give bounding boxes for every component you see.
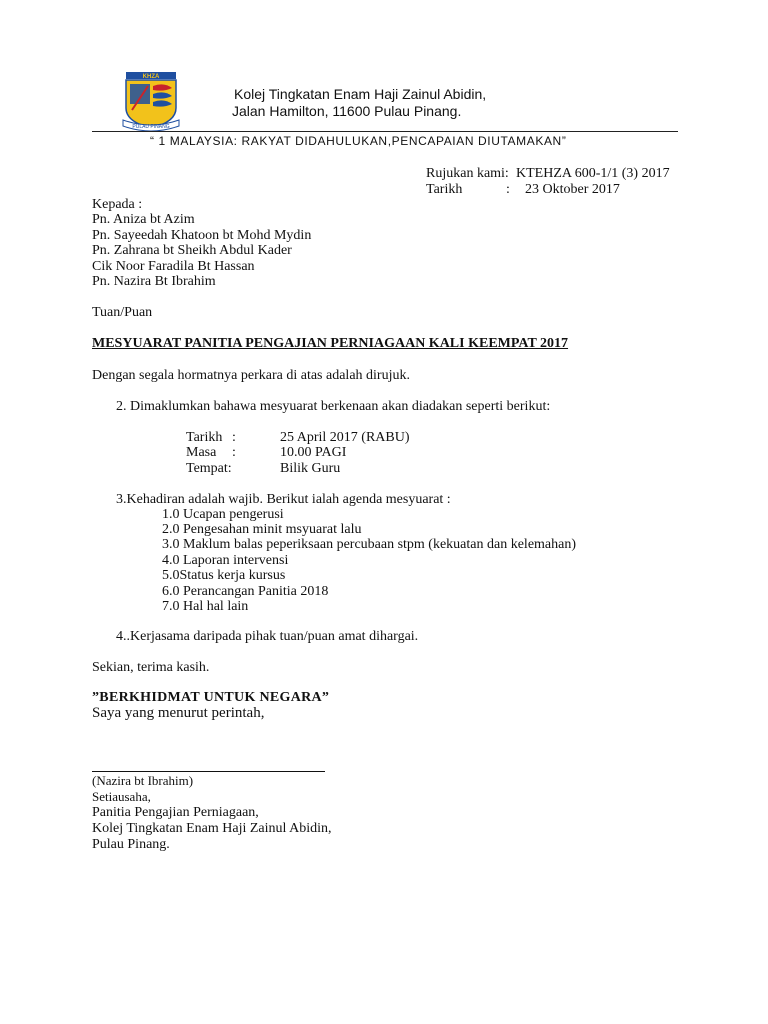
school-crest-logo <box>120 70 182 134</box>
yours-faithfully: Saya yang menurut perintah, <box>92 705 265 721</box>
detail-colon: : <box>232 430 236 445</box>
signatory-organization: Kolej Tingkatan Enam Haji Zainul Abidin, <box>92 821 332 836</box>
paragraph-2: 2. Dimaklumkan bahawa mesyuarat berkenaan akan diadakan seperti berikut: <box>116 399 551 414</box>
detail-label: Masa <box>186 445 217 460</box>
reference-label: Rujukan kami: <box>426 166 509 181</box>
recipient-name: Pn. Nazira Bt Ibrahim <box>92 274 216 289</box>
school-address: Jalan Hamilton, 11600 Pulau Pinang. <box>232 103 462 119</box>
agenda-item: 5.0Status kerja kursus <box>162 568 286 583</box>
date-value: 23 Oktober 2017 <box>525 182 620 197</box>
salutation: Tuan/Puan <box>92 305 153 320</box>
paragraph-3: 3.Kehadiran adalah wajib. Berikut ialah agenda mesyuarat : <box>116 492 451 507</box>
signature-line <box>92 771 325 772</box>
detail-label: Tarikh <box>186 430 223 445</box>
date-colon: : <box>506 182 510 197</box>
motto: “ 1 MALAYSIA: RAKYAT DIDAHULUKAN,PENCAPAIAN DIUTAMAKAN” <box>150 134 567 148</box>
recipient-name: Pn. Aniza bt Azim <box>92 212 195 227</box>
date-label: Tarikh <box>426 182 463 197</box>
recipient-name: Cik Noor Faradila Bt Hassan <box>92 259 255 274</box>
signatory-place: Pulau Pinang. <box>92 837 170 852</box>
closing: Sekian, terima kasih. <box>92 660 210 675</box>
agenda-item: 4.0 Laporan intervensi <box>162 553 289 568</box>
detail-value: 10.00 PAGI <box>280 445 347 460</box>
crest-text: KHZA <box>142 74 160 80</box>
agenda-item: 3.0 Maklum balas peperiksaan percubaan stpm (kekuatan dan kelemahan) <box>162 537 577 552</box>
detail-colon: : <box>232 445 236 460</box>
recipient-name: Pn. Sayeedah Khatoon bt Mohd Mydin <box>92 228 312 243</box>
school-name: Kolej Tingkatan Enam Haji Zainul Abidin, <box>234 86 487 102</box>
recipients-label: Kepada : <box>92 197 143 212</box>
signatory-name: (Nazira bt Ibrahim) <box>92 773 194 788</box>
agenda-item: 6.0 Perancangan Panitia 2018 <box>162 584 329 599</box>
agenda-item: 7.0 Hal hal lain <box>162 599 249 614</box>
signatory-title: Setiausaha, <box>92 789 151 804</box>
detail-value: Bilik Guru <box>280 461 341 476</box>
crest-ribbon-text: PULAU PINANG <box>132 124 170 130</box>
detail-label: Tempat: <box>186 461 232 476</box>
reference-value: KTEHZA 600-1/1 (3) 2017 <box>516 166 670 181</box>
agenda-item: 2.0 Pengesahan minit msyuarat lalu <box>162 522 362 537</box>
letterhead-divider <box>92 131 678 132</box>
letter-subject: MESYUARAT PANITIA PENGAJIAN PERNIAGAAN KALI KEEMPAT 2017 <box>92 336 569 351</box>
recipient-name: Pn. Zahrana bt Sheikh Abdul Kader <box>92 243 292 258</box>
slogan: ”BERKHIDMAT UNTUK NEGARA” <box>92 690 330 705</box>
signatory-department: Panitia Pengajian Perniagaan, <box>92 805 259 820</box>
paragraph-4: 4..Kerjasama daripada pihak tuan/puan amat dihargai. <box>116 629 419 644</box>
agenda-item: 1.0 Ucapan pengerusi <box>162 507 284 522</box>
intro-paragraph: Dengan segala hormatnya perkara di atas adalah dirujuk. <box>92 368 410 383</box>
detail-value: 25 April 2017 (RABU) <box>280 430 410 445</box>
